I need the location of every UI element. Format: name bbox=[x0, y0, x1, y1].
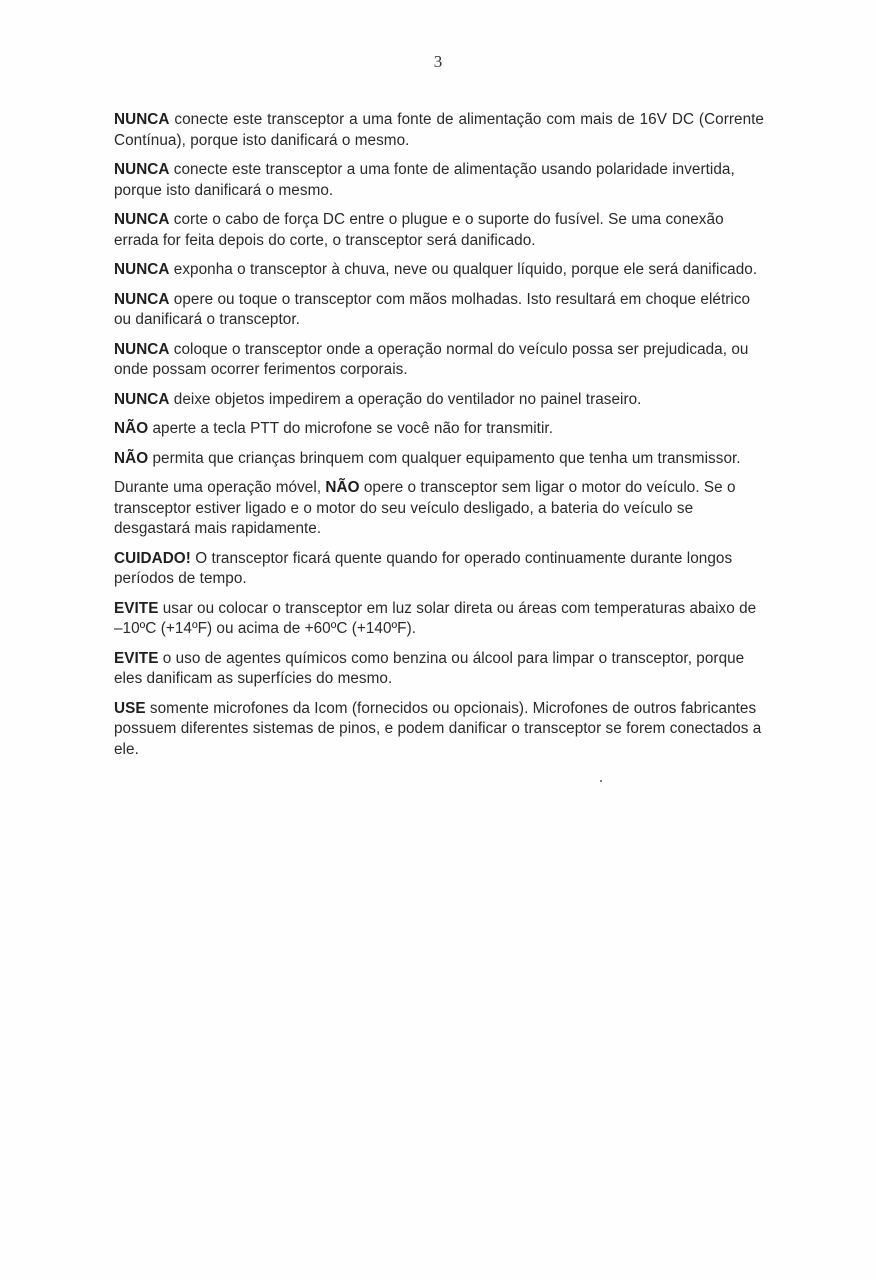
precaution-keyword: NÃO bbox=[114, 449, 149, 467]
precaution-keyword: NUNCA bbox=[114, 390, 170, 408]
precaution-paragraph: NUNCA exponha o transceptor à chuva, neve ou qualquer líquido, porque ele será danificado. bbox=[114, 261, 758, 278]
precaution-paragraph: CUIDADO! O transceptor ficará quente quando for operado continuamente durante longos períodos de tempo. bbox=[114, 549, 733, 587]
precaution-keyword: NUNCA bbox=[114, 261, 170, 278]
precaution-keyword: NÃO bbox=[114, 420, 149, 437]
precaution-paragraph: NUNCA deixe objetos impedirem a operação do ventilador no painel traseiro. bbox=[114, 390, 642, 408]
precaution-paragraph: NUNCA conecte este transceptor a uma fonte de alimentação com mais de 16V DC (Corrente Contínua), porque isto danificará o mesmo. bbox=[114, 111, 764, 149]
scan-speck bbox=[600, 780, 602, 782]
precaution-paragraph: EVITE o uso de agentes químicos como benzina ou álcool para limpar o transceptor, porque eles danificam as superfícies do mesmo. bbox=[114, 649, 745, 687]
precaution-paragraph: EVITE usar ou colocar o transceptor em luz solar direta ou áreas com temperaturas abaixo de –10ºC (+14ºF) ou acima de +60ºC (+140ºF). bbox=[114, 599, 757, 637]
precaution-keyword: NUNCA bbox=[114, 340, 170, 358]
precaution-keyword: NUNCA bbox=[114, 111, 170, 128]
precaution-keyword: EVITE bbox=[114, 649, 159, 667]
safety-precautions-list bbox=[114, 110, 764, 769]
precaution-keyword: NUNCA bbox=[114, 211, 170, 228]
precaution-keyword: NUNCA bbox=[114, 290, 170, 308]
page-number: 3 bbox=[433, 52, 443, 71]
precaution-paragraph: NUNCA corte o cabo de força DC entre o plugue e o suporte do fusível. Se uma conexão errada for feita depois do corte, o transceptor será danificado. bbox=[114, 211, 724, 249]
precaution-paragraph: NÃO permita que crianças brinquem com qualquer equipamento que tenha um transmissor. bbox=[114, 449, 741, 467]
precaution-keyword: NUNCA bbox=[114, 161, 170, 178]
precaution-keyword: USE bbox=[114, 699, 146, 717]
precaution-keyword: CUIDADO! bbox=[114, 549, 191, 567]
precaution-paragraph: NUNCA opere ou toque o transceptor com mãos molhadas. Isto resultará em choque elétrico ou danificará o transceptor. bbox=[114, 290, 751, 328]
precaution-paragraph: Durante uma operação móvel, NÃO opere o transceptor sem ligar o motor do veículo. Se o transceptor estiver ligado e o motor do seu veículo desligado, a bateria do veículo se desgastará mais rapidamente. bbox=[114, 479, 736, 537]
precaution-keyword: EVITE bbox=[114, 599, 159, 617]
precaution-paragraph: USE somente microfones da Icom (fornecidos ou opcionais). Microfones de outros fabricantes possuem diferentes sistemas de pinos, e podem danificar o transceptor se forem conectados a ele. bbox=[114, 699, 762, 758]
precaution-paragraph: NUNCA conecte este transceptor a uma fonte de alimentação usando polaridade invertida, porque isto danificará o mesmo. bbox=[114, 161, 735, 199]
precaution-keyword: NÃO bbox=[325, 479, 360, 496]
precaution-paragraph: NUNCA coloque o transceptor onde a operação normal do veículo possa ser prejudicada, ou onde possam ocorrer ferimentos corporais. bbox=[114, 340, 749, 378]
precaution-paragraph: NÃO aperte a tecla PTT do microfone se você não for transmitir. bbox=[114, 420, 554, 437]
